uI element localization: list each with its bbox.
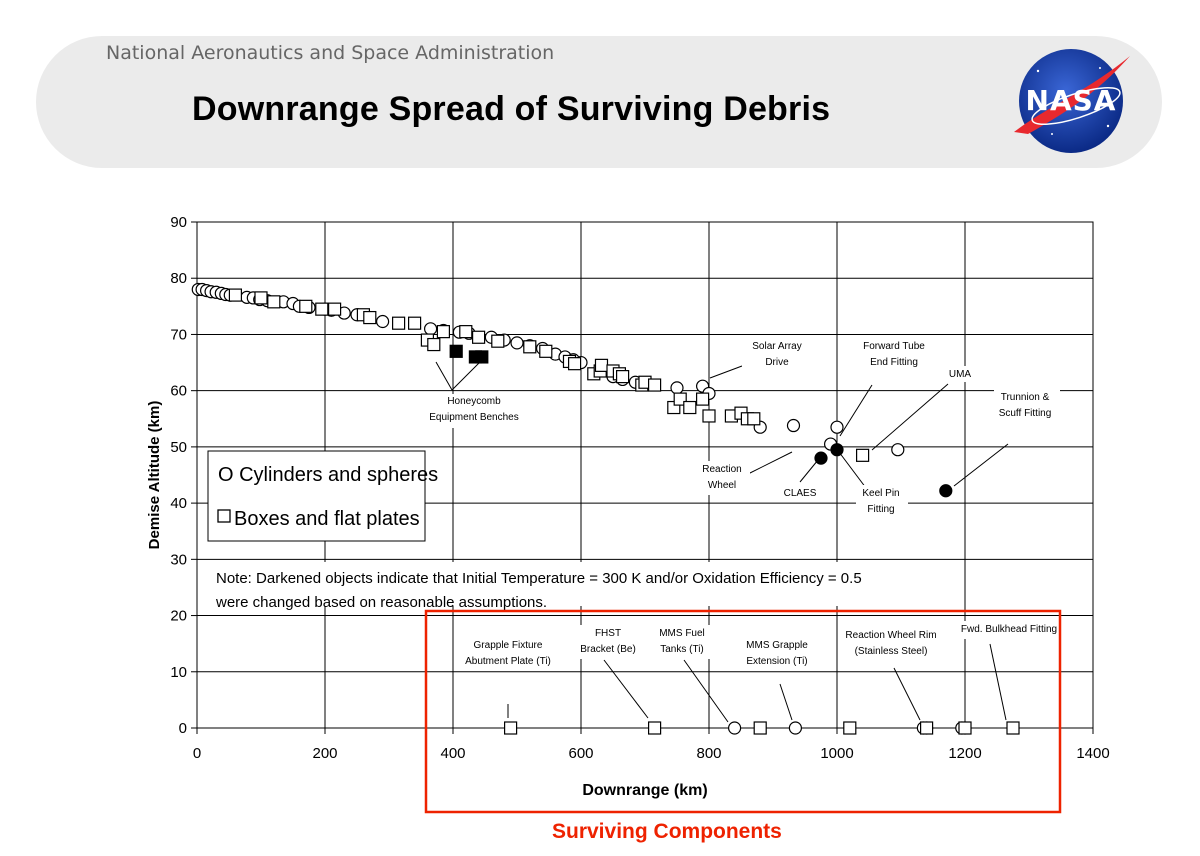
square-marker <box>844 722 856 734</box>
square-marker <box>569 358 581 370</box>
annotation-trunnion-scuff-fitting <box>994 389 1060 423</box>
y-tick-label: 80 <box>170 270 187 288</box>
legend-entry-cylinders: O Cylinders and spheres <box>218 464 439 486</box>
square-marker <box>595 359 607 371</box>
square-marker <box>268 296 280 308</box>
annotation-text: Tanks (Ti) <box>660 644 704 655</box>
square-marker <box>473 331 485 343</box>
annotation-text: Abutment Plate (Ti) <box>465 656 551 667</box>
square-marker <box>460 326 472 338</box>
legend-entry-boxes: Boxes and flat plates <box>234 508 420 530</box>
y-tick-label: 50 <box>170 438 187 456</box>
square-marker <box>857 449 869 461</box>
square-marker <box>524 341 536 353</box>
note-line-2: were changed based on reasonable assumptions. <box>216 594 548 611</box>
annotation-leader <box>840 385 872 436</box>
annotation-leader <box>954 444 1008 486</box>
legend <box>208 451 438 541</box>
circle-marker <box>789 722 801 734</box>
square-marker <box>684 402 696 414</box>
square-marker-dark <box>450 345 462 357</box>
square-marker <box>617 371 629 383</box>
circle-marker-dark <box>815 452 827 464</box>
square-marker <box>959 722 971 734</box>
annotation-text: End Fitting <box>870 357 918 368</box>
square-marker <box>697 393 709 405</box>
circle-marker <box>511 337 523 349</box>
annotation-text: FHST <box>594 628 622 639</box>
x-tick-label: 1200 <box>948 745 982 762</box>
square-marker <box>393 317 405 329</box>
square-marker <box>649 722 661 734</box>
annotation-text: UMA <box>948 369 972 380</box>
circle-marker <box>671 382 683 394</box>
annotation-text: Grapple Fixture <box>473 640 543 651</box>
annotation-leader <box>436 362 452 390</box>
annotation-text: Wheel <box>707 480 737 491</box>
annotation-mms-grapple-extension <box>742 637 814 671</box>
square-marker <box>229 289 241 301</box>
note-line-1: Note: Darkened objects indicate that Initial Temperature = 300 K and/or Oxidation Efficiency = 0.5 <box>216 570 862 587</box>
annotation-solar-array-drive <box>742 338 814 372</box>
square-marker <box>329 303 341 315</box>
x-tick-label: 800 <box>696 745 722 762</box>
square-marker-dark <box>476 351 488 363</box>
square-marker <box>437 326 449 338</box>
annotation-text: Drive <box>765 357 789 368</box>
annotation-reaction-wheel <box>696 461 750 495</box>
annotation-text: Honeycomb <box>447 396 501 407</box>
x-tick-label: 1000 <box>820 745 854 762</box>
annotation-text: Trunnion & <box>1000 392 1050 403</box>
annotation-leader <box>990 644 1006 720</box>
annotation-text: Forward Tube <box>863 341 925 352</box>
y-tick-label: 40 <box>170 495 187 513</box>
annotation-leader <box>710 366 742 378</box>
y-tick-label: 90 <box>170 214 187 231</box>
square-marker <box>316 303 328 315</box>
circle-marker-dark <box>940 485 952 497</box>
x-tick-label: 200 <box>312 745 338 762</box>
y-axis-label: Demise Altitude (km) <box>146 400 163 550</box>
surviving-components-label: Surviving Components <box>552 820 782 843</box>
circle-marker <box>892 444 904 456</box>
circle-marker <box>729 722 741 734</box>
square-marker <box>428 339 440 351</box>
annotation-text: Scuff Fitting <box>998 408 1052 419</box>
annotation-leader <box>452 362 480 390</box>
square-marker <box>492 335 504 347</box>
square-marker <box>703 410 715 422</box>
x-tick-label: 400 <box>440 745 466 762</box>
annotation-leader <box>894 668 920 720</box>
annotation-keel-pin-fitting <box>856 485 908 519</box>
annotation-text: MMS Fuel <box>659 628 705 639</box>
annotation-text: Extension (Ti) <box>746 656 808 667</box>
annotation-honeycomb-equipment-benches <box>424 394 524 428</box>
circle-marker <box>377 316 389 328</box>
annotation-leader <box>684 660 728 722</box>
annotation-text: Keel Pin <box>862 488 900 499</box>
page-title: Downrange Spread of Surviving Debris <box>192 90 831 128</box>
annotation-text: Reaction Wheel Rim <box>845 630 937 641</box>
circle-marker <box>425 323 437 335</box>
annotation-leader <box>872 384 948 450</box>
square-marker <box>505 722 517 734</box>
annotation-text: Equipment Benches <box>429 412 519 423</box>
square-marker <box>754 722 766 734</box>
square-marker <box>921 722 933 734</box>
annotation-reaction-wheel-rim <box>844 627 940 661</box>
annotation-text: MMS Grapple <box>746 640 808 651</box>
annotation-leader <box>780 684 792 720</box>
annotation-mms-fuel-tanks <box>656 625 712 659</box>
annotation-text: Fitting <box>867 504 895 515</box>
square-marker <box>364 312 376 324</box>
y-tick-label: 60 <box>170 382 187 400</box>
circle-marker-dark <box>831 444 843 456</box>
square-marker <box>1007 722 1019 734</box>
annotation-fwd-bulkhead-fitting <box>956 621 1060 639</box>
logo-text: NASA <box>1025 84 1117 117</box>
annotation-leader <box>800 460 818 482</box>
annotation-text: CLAES <box>783 488 817 499</box>
annotation-claes <box>782 485 818 501</box>
y-tick-label: 30 <box>170 551 187 569</box>
annotation-text: Fwd. Bulkhead Fitting <box>960 624 1058 635</box>
square-marker <box>409 317 421 329</box>
legend-square-marker <box>218 510 230 522</box>
square-marker <box>255 292 267 304</box>
y-tick-label: 10 <box>170 663 187 681</box>
x-tick-label: 600 <box>568 745 594 762</box>
circle-marker <box>787 420 799 432</box>
annotation-uma <box>944 366 976 382</box>
annotation-fhst-bracket <box>578 625 640 659</box>
y-tick-label: 20 <box>170 607 187 625</box>
org-name: National Aeronautics and Space Administration <box>106 42 555 64</box>
annotation-text: (Stainless Steel) <box>854 646 928 657</box>
square-marker <box>748 413 760 425</box>
square-marker <box>540 345 552 357</box>
annotation-leader <box>748 452 792 474</box>
square-marker <box>649 379 661 391</box>
annotation-leader <box>604 660 648 718</box>
annotation-text: Bracket (Be) <box>580 644 636 655</box>
annotation-grapple-fixture-abutment-plate <box>462 637 554 671</box>
chart-note <box>210 562 870 611</box>
annotation-text: Reaction <box>702 464 742 475</box>
square-marker <box>300 300 312 312</box>
annotation-forward-tube-end-fitting <box>858 338 932 372</box>
y-tick-label: 0 <box>178 720 187 737</box>
annotation-text: Solar Array <box>752 341 802 352</box>
y-tick-label: 70 <box>170 326 187 344</box>
x-axis-label: Downrange (km) <box>582 782 708 799</box>
circle-marker <box>831 421 843 433</box>
x-tick-label: 0 <box>192 745 202 762</box>
x-tick-label: 1400 <box>1076 745 1110 762</box>
